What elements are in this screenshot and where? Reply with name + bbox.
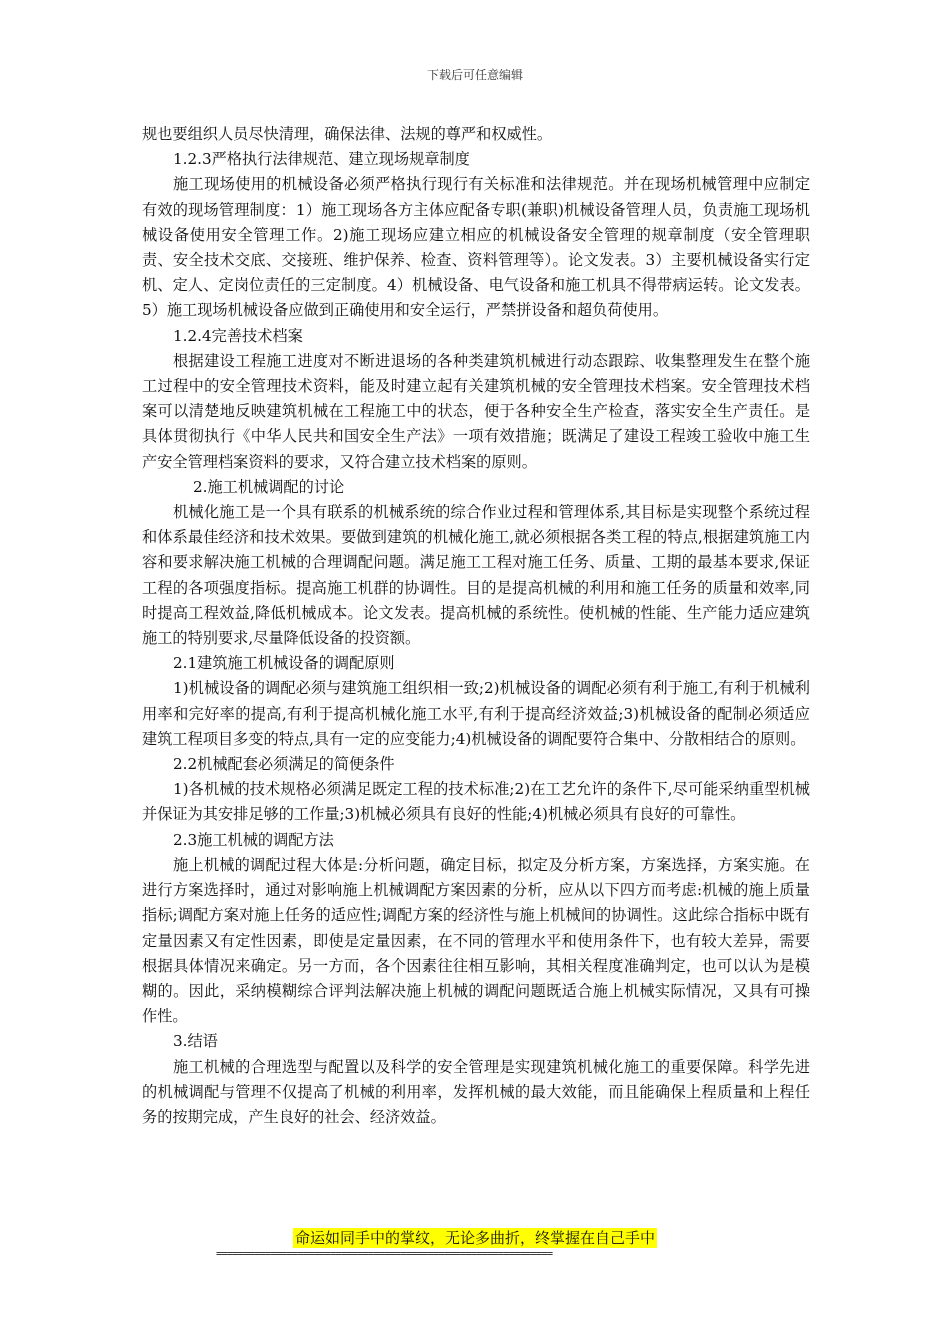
footer-rule: ============================================================== [216, 1248, 553, 1260]
paragraph: 机械化施工是一个具有联系的机械系统的综合作业过程和管理体系,其目标是实现整个系统过程和体系最佳经济和技术效果。要做到建筑的机械化施工,就必须根据各类工程的特点,根据建筑施工内容和要求解决施工机械的合理调配问题。满足施工工程对施工任务、质量、工期的最基本要求,保证工程的各项强度指标。提高施工机群的协调性。目的是提高机械的利用和施工任务的质量和效率,同时提高工程效益,降低机械成本。论文发表。提高机械的系统性。使机械的性能、生产能力适应建筑施工的特别要求,尽量降低设备的投资额。 [142, 503, 810, 648]
section-heading: 3.结语 [173, 1032, 218, 1051]
paragraph: 规也要组织人员尽快清理，确保法律、法规的尊严和权威性。 [142, 125, 553, 143]
paragraph: 施工现场使用的机械设备必须严格执行现行有关标准和法律规范。并在现场机械管理中应制定有效的现场管理制度：1）施工现场各方主体应配备专职(兼职)机械设备管理人员，负责施工现场机械设备使用安全管理工作。2)施工现场应建立相应的机械设备安全管理的规章制度（安全管理职责、安全技术交底、交接班、维护保养、检查、资料管理等）。论文发表。3）主要机械设备实行定机、定人、定岗位责任的三定制度。4）机械设备、电气设备和施工机具不得带病运转。论文发表。5）施工现场机械设备应做到正确使用和安全运行，严禁拼设备和超负荷使用。 [142, 175, 810, 320]
paragraph: 1)各机械的技术规格必须满足既定工程的技术标准;2)在工艺允许的条件下,尽可能采纳重型机械并保证为其安排足够的工作量;3)机械必须具有良好的性能;4)机械必须具有良好的可靠性。 [142, 780, 810, 824]
page-header: 下载后可任意编辑 [426, 68, 523, 82]
paragraph: 施工机械的合理选型与配置以及科学的安全管理是实现建筑机械化施工的重要保障。科学先进的机械调配与管理不仅提高了机械的利用率，发挥机械的最大效能，而且能确保上程质量和上程任务的按期完成，产生良好的社会、经济效益。 [142, 1057, 810, 1126]
document-body [142, 122, 810, 1130]
section-heading: 2.施工机械调配的讨论 [193, 477, 345, 496]
section-heading: 1.2.3严格执行法律规范、建立现场规章制度 [173, 150, 470, 169]
paragraph: 施上机械的调配过程大体是:分析问题，确定目标，拟定及分析方案，方案选择，方案实施。在进行方案选择时，通过对影响施上机械调配方案因素的分析，应从以下四方而考虑:机械的施上质量指标;调配方案对施上任务的适应性;调配方案的经济性与施上机械间的协调性。这此综合指标中既有定量因素又有定性因素，即使是定量因素，在不同的管理水平和使用条件下，也有较大差异，需要根据具体情况来确定。另一方而，各个因素往往相互影响，其相关程度准确判定，也可以认为是模糊的。因此，采纳模糊综合评判法解决施上机械的调配问题既适合施上机械实际情况，又具有可操作性。 [142, 855, 810, 1026]
section-heading: 2.2机械配套必须满足的简便条件 [173, 755, 395, 774]
footer-motto [0, 1227, 950, 1248]
section-heading: 1.2.4完善技术档案 [173, 326, 303, 345]
section-heading: 2.1建筑施工机械设备的调配原则 [173, 654, 395, 673]
paragraph: 根据建设工程施工进度对不断进退场的各种类建筑机械进行动态跟踪、收集整理发生在整个施工过程中的安全管理技术资料，能及时建立起有关建筑机械的安全管理技术档案。安全管理技术档案可以清楚地反映建筑机械在工程施工中的状态，便于各种安全生产检查，落实安全生产责任。是具体贯彻执行《中华人民共和国安全生产法》一项有效措施；既满足了建设工程竣工验收中施工生产安全管理档案资料的要求，又符合建立技术档案的原则。 [142, 351, 810, 471]
footer-motto-text: 命运如同手中的掌纹，无论多曲折，终掌握在自己手中 [294, 1229, 655, 1247]
section-heading: 2.3施工机械的调配方法 [173, 830, 334, 849]
paragraph: 1)机械设备的调配必须与建筑施工组织相一致;2)机械设备的调配必须有利于施工,有利于机械利用率和完好率的提高,有利于提高机械化施工水平,有利于提高经济效益;3)机械设备的配制必须适应建筑工程项目多变的特点,具有一定的应变能力;4)机械设备的调配要符合集中、分散相结合的原则。 [142, 679, 810, 748]
